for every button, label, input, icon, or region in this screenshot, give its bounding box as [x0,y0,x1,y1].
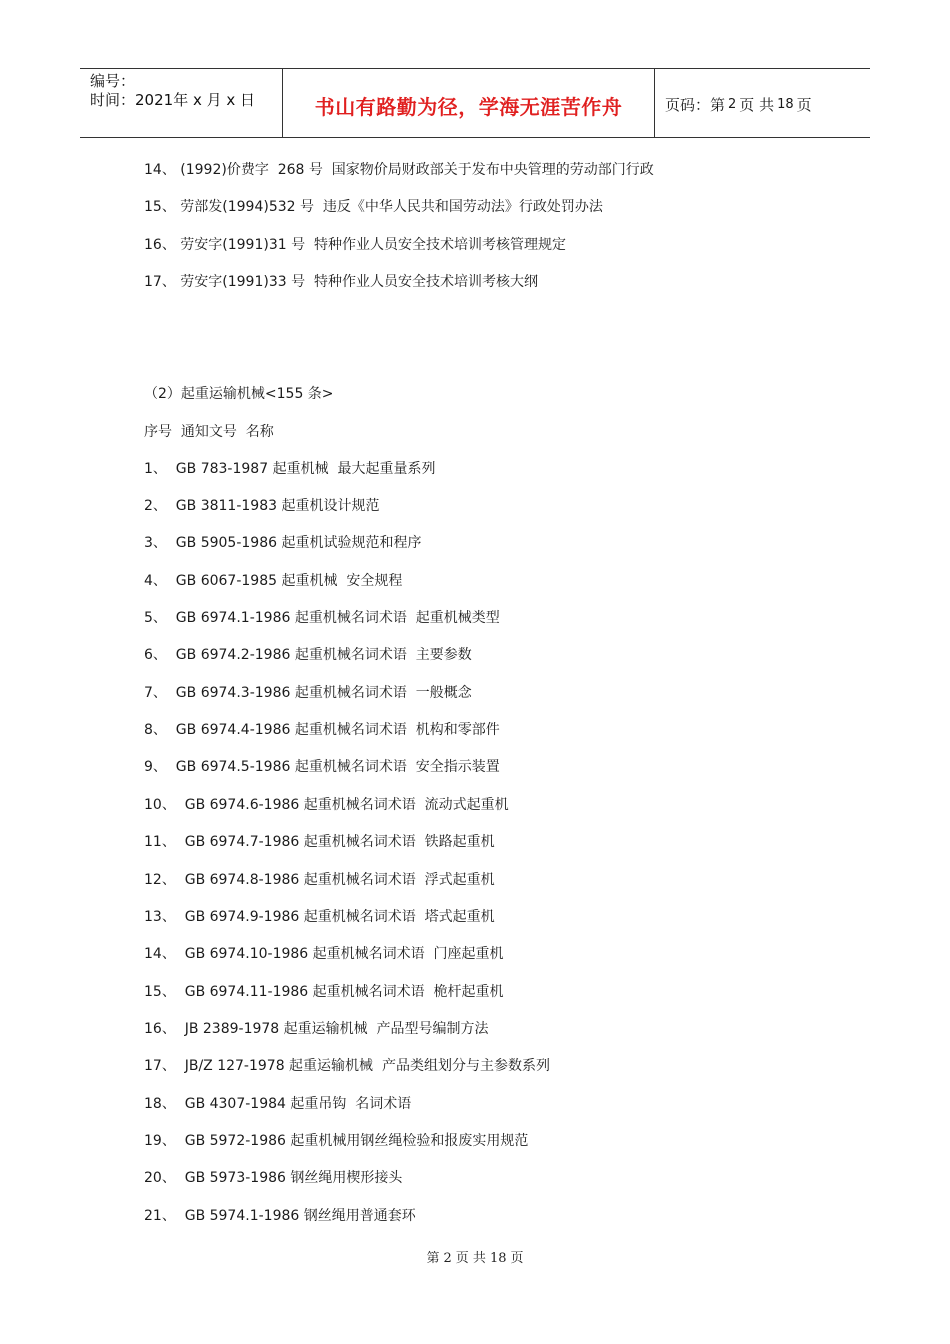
page-prefix: 页码：第 [665,95,726,114]
list-item: 9、 GB 6974.5-1986 起重机械名词术语 安全指示装置 [144,759,500,775]
footer-total: 18 [489,1251,507,1266]
header-meta [80,69,282,137]
list-item: 13、 GB 6974.9-1986 起重机械名词术语 塔式起重机 [144,909,495,925]
list-item: 19、 GB 5972-1986 起重机械用钢丝绳检验和报废实用规范 [144,1133,529,1149]
list-item: 6、 GB 6974.2-1986 起重机械名词术语 主要参数 [144,647,472,663]
list-item: 18、 GB 4307-1984 起重吊钩 名词术语 [144,1096,412,1112]
column-headers: 序号 通知文号 名称 [144,424,274,440]
list-item: 2、 GB 3811-1983 起重机设计规范 [144,498,380,514]
list-item: 8、 GB 6974.4-1986 起重机械名词术语 机构和零部件 [144,722,500,738]
page-footer [0,1247,950,1266]
time-rest: 年 x 月 x 日 [173,91,256,109]
list-item: 10、 GB 6974.6-1986 起重机械名词术语 流动式起重机 [144,797,509,813]
time-line [90,91,282,110]
list-item: 20、 GB 5973-1986 钢丝绳用楔形接头 [144,1170,403,1186]
list-item: 21、 GB 5974.1-1986 钢丝绳用普通套环 [144,1208,416,1224]
footer-current: 2 [443,1251,452,1266]
header-page-number [655,69,870,137]
list-item: 17、 劳安字(1991)33 号 特种作业人员安全技术培训考核大纲 [144,274,538,290]
number-label: 编号： [90,72,136,90]
footer-mid: 页 共 [455,1251,486,1266]
page-current: 2 [728,96,737,112]
header-motto: 书山有路勤为径，学海无涯苦作舟 [282,69,655,137]
page-suffix: 页 [796,95,812,114]
list-item: 11、 GB 6974.7-1986 起重机械名词术语 铁路起重机 [144,834,495,850]
list-item: 4、 GB 6067-1985 起重机械 安全规程 [144,573,403,589]
list-item: 15、 GB 6974.11-1986 起重机械名词术语 桅杆起重机 [144,984,504,1000]
list-item: 7、 GB 6974.3-1986 起重机械名词术语 一般概念 [144,685,472,701]
footer-suffix: 页 [510,1251,524,1266]
list-item: 5、 GB 6974.1-1986 起重机械名词术语 起重机械类型 [144,610,500,626]
time-year: 2021 [135,91,174,109]
time-label: 时间： [90,91,136,109]
footer-prefix: 第 [426,1251,440,1266]
list-item: 14、 (1992)价费字 268 号 国家物价局财政部关于发布中央管理的劳动部门行政 [144,162,654,178]
list-item: 1、 GB 783-1987 起重机械 最大起重量系列 [144,461,436,477]
section-title: （2）起重运输机械<155 条> [144,386,334,402]
list-item: 15、 劳部发(1994)532 号 违反《中华人民共和国劳动法》行政处罚办法 [144,199,603,215]
list-item: 3、 GB 5905-1986 起重机试验规范和程序 [144,535,422,551]
list-item: 14、 GB 6974.10-1986 起重机械名词术语 门座起重机 [144,946,504,962]
list-item: 12、 GB 6974.8-1986 起重机械名词术语 浮式起重机 [144,872,495,888]
page-header [80,68,870,138]
list-item: 16、 劳安字(1991)31 号 特种作业人员安全技术培训考核管理规定 [144,237,566,253]
page-mid: 页 共 [739,95,775,114]
list-item: 16、 JB 2389-1978 起重运输机械 产品型号编制方法 [144,1021,489,1037]
page-total: 18 [777,96,794,112]
list-item: 17、 JB/Z 127-1978 起重运输机械 产品类组划分与主参数系列 [144,1058,550,1074]
